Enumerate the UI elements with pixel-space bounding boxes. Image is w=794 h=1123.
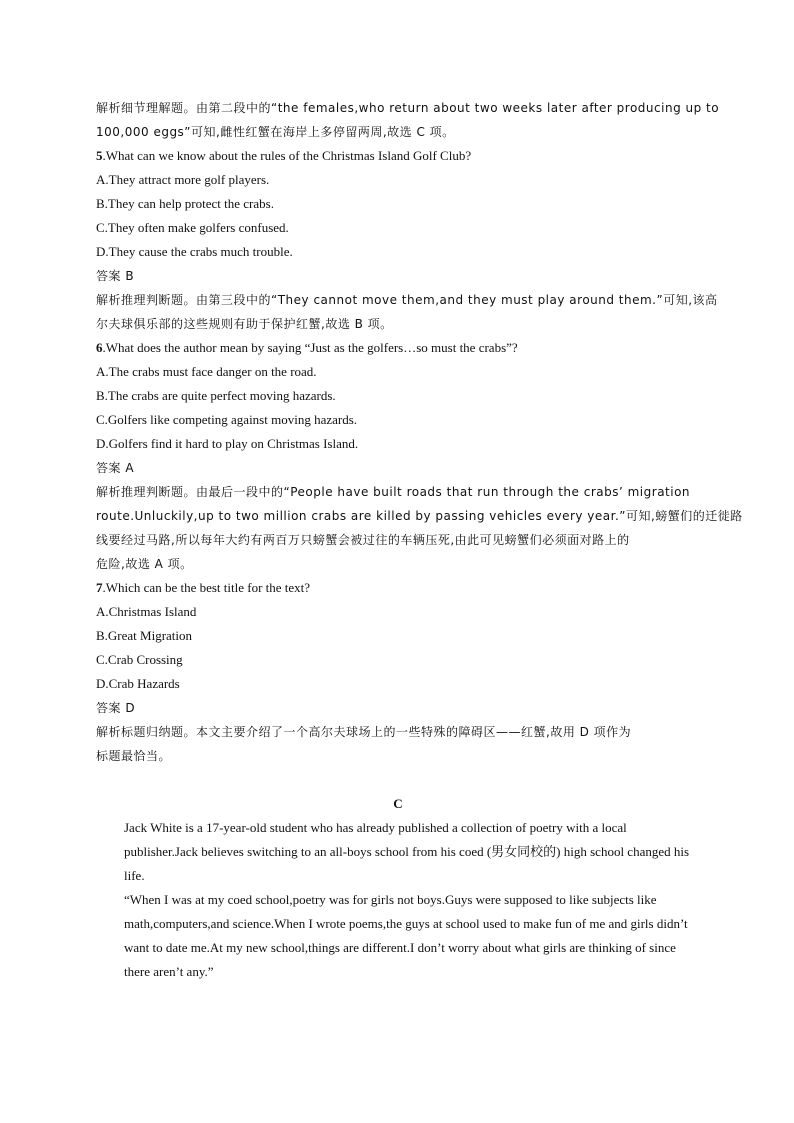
question-5 bbox=[96, 144, 700, 168]
passage-paragraph: “When I was at my coed school,poetry was for girls not boys.Guys were supposed to like subjects like math,computers,and science.When I wrote poems,the guys at school used to make fun of me and girls didn’t want to date me.At my new school,things are different.I don’t worry about what girls are thinking of since there aren’t any.” bbox=[124, 892, 688, 979]
question-number: 6 bbox=[96, 340, 103, 355]
analysis-line: 解析推理判断题。由第三段中的“They cannot move them,and they must play around them.”可知,该高 bbox=[96, 293, 718, 307]
question-7 bbox=[96, 576, 700, 600]
question-text: .What can we know about the rules of the Christmas Island Golf Club? bbox=[102, 148, 472, 163]
option: B.Great Migration bbox=[96, 628, 193, 643]
option: B.The crabs are quite perfect moving hazards. bbox=[96, 388, 336, 403]
option: C.Golfers like competing against moving hazards. bbox=[96, 412, 358, 427]
q4-analysis-line: 解析细节理解题。由第二段中的“the females,who return about two weeks later after producing up to bbox=[96, 101, 720, 115]
analysis-line: 解析推理判断题。由最后一段中的“People have built roads that run through the crabs’ migration bbox=[96, 485, 691, 499]
analysis-line: 线要经过马路,所以每年大约有两百万只螃蟹会被过往的车辆压死,由此可见螃蟹们必须面对路上的 bbox=[96, 533, 630, 547]
analysis-line: route.Unluckily,up to two million crabs are killed by passing vehicles every year.”可知,螃蟹们的迁徙路 bbox=[96, 509, 743, 523]
option: A.The crabs must face danger on the road. bbox=[96, 364, 317, 379]
document-page bbox=[96, 96, 743, 984]
question-text: .Which can be the best title for the text? bbox=[102, 580, 311, 595]
option: B.They can help protect the crabs. bbox=[96, 196, 274, 211]
answer: 答案 B bbox=[96, 269, 135, 283]
answer: 答案 D bbox=[96, 701, 136, 715]
question-6 bbox=[96, 336, 700, 360]
question-number: 5 bbox=[96, 148, 103, 163]
option: A.They attract more golf players. bbox=[96, 172, 270, 187]
option: D.Golfers find it hard to play on Christmas Island. bbox=[96, 436, 359, 451]
passage-paragraph: Jack White is a 17-year-old student who has already published a collection of poetry with a local publisher.Jack believes switching to an all-boys school from his coed (男女同校的) high school changed his life. bbox=[124, 820, 690, 883]
option: D.Crab Hazards bbox=[96, 676, 180, 691]
analysis-line: 危险,故选 A 项。 bbox=[96, 557, 193, 571]
option: D.They cause the crabs much trouble. bbox=[96, 244, 293, 259]
analysis-line: 解析标题归纳题。本文主要介绍了一个高尔夫球场上的一些特殊的障碍区——红蟹,故用 D 项作为 bbox=[96, 725, 632, 739]
analysis-line: 尔夫球俱乐部的这些规则有助于保护红蟹,故选 B 项。 bbox=[96, 317, 393, 331]
question-number: 7 bbox=[96, 580, 103, 595]
option: C.Crab Crossing bbox=[96, 652, 183, 667]
answer: 答案 A bbox=[96, 461, 135, 475]
q4-analysis-line: 100,000 eggs”可知,雌性红蟹在海岸上多停留两周,故选 C 项。 bbox=[96, 125, 455, 139]
option: A.Christmas Island bbox=[96, 604, 197, 619]
analysis-line: 标题最恰当。 bbox=[96, 749, 172, 763]
section-heading: C bbox=[393, 796, 403, 811]
option: C.They often make golfers confused. bbox=[96, 220, 289, 235]
question-text: .What does the author mean by saying “Just as the golfers…so must the crabs”? bbox=[102, 340, 518, 355]
